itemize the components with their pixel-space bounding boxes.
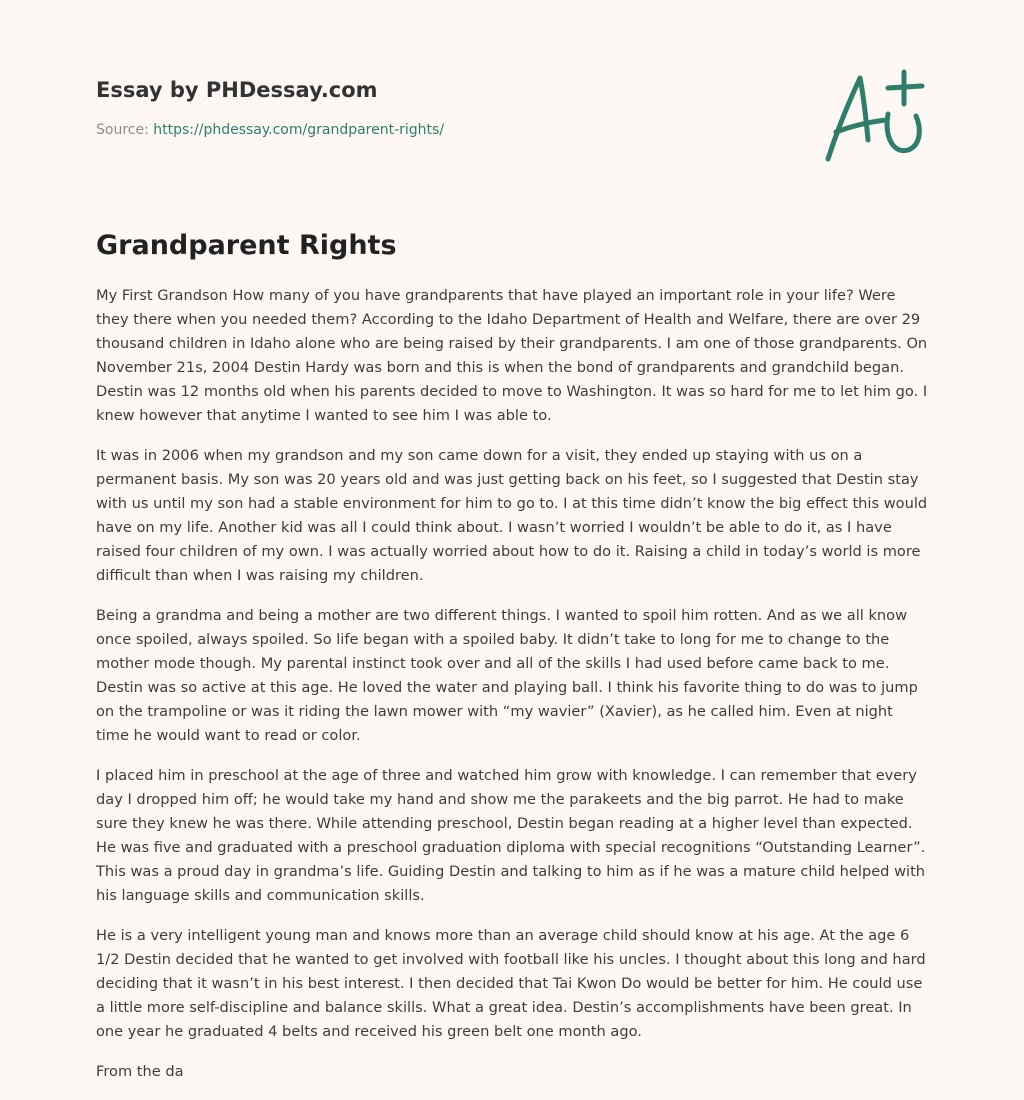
essay-paragraph: It was in 2006 when my grandson and my son came down for a visit, they ended up staying with us on a permanent basis. My son was 20 years old and was just getting back on his feet, so I suggested that Destin stay with us until my son had a stable environment for him to go to. I at this time didn’t know the big effect this would have on my life. Another kid was all I could think about. I wasn’t worried I wouldn’t be able to do it, as I have raised four children of my own. I was actually worried about how to do it. Raising a child in today’s world is more difficult than when I was raising my children.: [96, 447, 928, 584]
essay-title: Grandparent Rights: [96, 230, 397, 261]
essay-paragraph-truncated: From the da: [96, 1063, 184, 1080]
brand-title: Essay by PHDessay.com: [96, 78, 378, 102]
a-plus-logo-icon: [818, 66, 928, 166]
essay-paragraph: I placed him in preschool at the age of three and watched him grow with knowledge. I can remember that every day I dropped him off; he would take my hand and show me the parakeets and the big parrot. He had to make sure they knew he was there. While attending preschool, Destin began reading at a higher level than expected. He was five and graduated with a preschool graduation diploma with special recognitions “Outstanding Learner”. This was a proud day in grandma’s life. Guiding Destin and talking to him as if he was a mature child helped with his language skills and communication skills.: [96, 767, 926, 904]
source-line: [96, 120, 696, 140]
source-label: Source:: [96, 122, 154, 138]
essay-paragraph: He is a very intelligent young man and knows more than an average child should know at his age. At the age 6 1/2 Destin decided that he wanted to get involved with football like his uncles. I thought about this long and hard deciding that it wasn’t in his best interest. I then decided that Tai Kwon Do would be better for him. He could use a little more self-discipline and balance skills. What a great idea. Destin’s accomplishments have been great. In one year he graduated 4 belts and received his green belt one month ago.: [96, 927, 926, 1040]
page-header: [96, 72, 696, 140]
essay-paragraph: Being a grandma and being a mother are two different things. I wanted to spoil him rotten. And as we all know once spoiled, always spoiled. So life began with a spoiled baby. It didn’t take to long for me to change to the mother mode though. My parental instinct took over and all of the skills I had used before came back to me. Destin was so active at this age. He loved the water and playing ball. I think his favorite thing to do was to jump on the trampoline or was it riding the lawn mower with “my wavier” (Xavier), as he called him. Even at night time he would want to read or color.: [96, 607, 918, 744]
source-link[interactable]: https://phdessay.com/grandparent-rights/: [153, 122, 445, 138]
essay-body: [96, 284, 930, 1100]
essay-paragraph: My First Grandson How many of you have grandparents that have played an important role in your life? Were they there when you needed them? According to the Idaho Department of Health and Welfare, there are over 29 thousand children in Idaho alone who are being raised by their grandparents. I am one of those grandparents. On November 21s, 2004 Destin Hardy was born and this is when the bond of grandparents and grandchild began. Destin was 12 months old when his parents decided to move to Washington. It was so hard for me to let him go. I knew however that anytime I wanted to see him I was able to.: [96, 287, 928, 424]
